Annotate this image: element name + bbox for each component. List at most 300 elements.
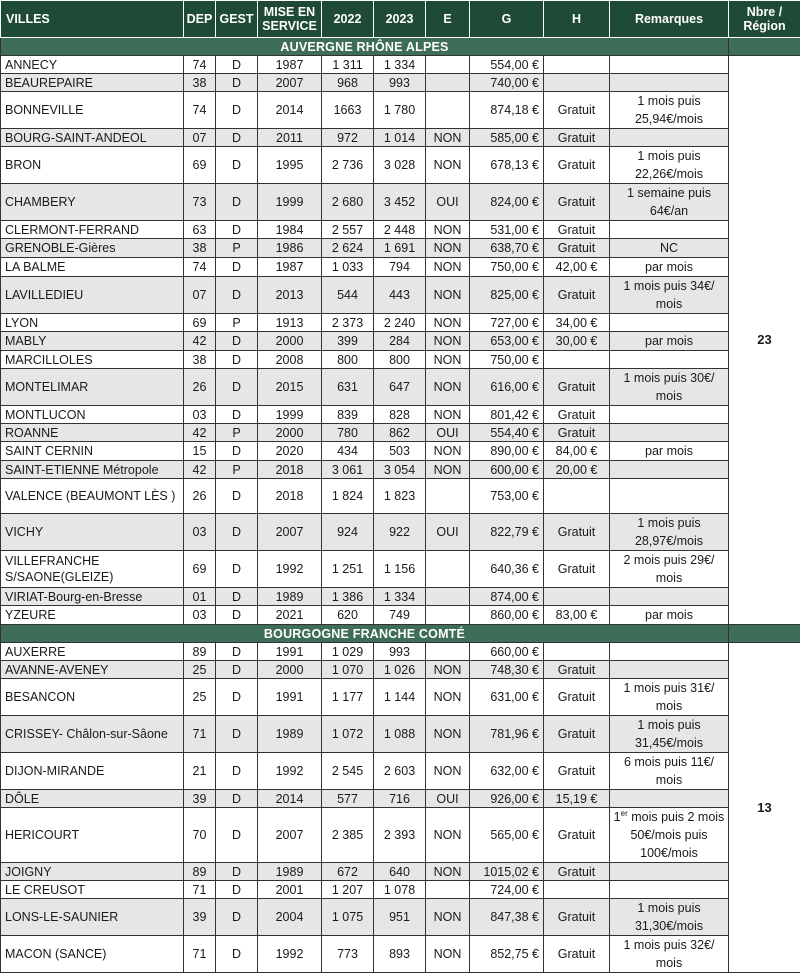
- cell-remarques: 1 mois puis 22,26€/mois: [610, 147, 729, 184]
- cell-2023: 3 452: [374, 184, 426, 221]
- cell-2023: 1 078: [374, 881, 426, 899]
- cell-g: 748,30 €: [470, 661, 544, 679]
- cell-h: Gratuit: [544, 92, 610, 129]
- header-nbre: Nbre / Région: [729, 1, 800, 38]
- cell-h: 83,00 €: [544, 606, 610, 625]
- cell-gest: D: [216, 92, 258, 129]
- cell-dep: 25: [184, 661, 216, 679]
- cell-h: 34,00 €: [544, 314, 610, 332]
- cell-g: 554,00 €: [470, 56, 544, 74]
- cell-2022: 399: [322, 332, 374, 351]
- cell-gest: D: [216, 56, 258, 74]
- cell-h: [544, 643, 610, 661]
- cell-mise: 2007: [258, 514, 322, 551]
- cell-g: 724,00 €: [470, 881, 544, 899]
- table-row: [1, 514, 800, 551]
- cell-e: NON: [426, 808, 470, 863]
- cell-gest: D: [216, 790, 258, 808]
- cell-ville: ANNECY: [1, 56, 184, 74]
- cell-g: 600,00 €: [470, 461, 544, 479]
- cell-remarques: 2 mois puis 29€/ mois: [610, 551, 729, 588]
- cell-gest: D: [216, 863, 258, 881]
- cell-gest: D: [216, 606, 258, 625]
- table-row: [1, 716, 800, 753]
- cell-e: NON: [426, 461, 470, 479]
- cell-gest: D: [216, 514, 258, 551]
- cell-2022: 2 545: [322, 753, 374, 790]
- cell-gest: D: [216, 442, 258, 461]
- cell-2022: 1 386: [322, 588, 374, 606]
- cell-h: Gratuit: [544, 808, 610, 863]
- cell-dep: 69: [184, 551, 216, 588]
- cell-dep: 74: [184, 258, 216, 277]
- cell-ville: BONNEVILLE: [1, 92, 184, 129]
- cell-h: Gratuit: [544, 424, 610, 442]
- cell-ville: GRENOBLE-Gières: [1, 239, 184, 258]
- section-header: [1, 38, 800, 56]
- cell-gest: D: [216, 753, 258, 790]
- cell-2022: 1 311: [322, 56, 374, 74]
- cell-e: [426, 643, 470, 661]
- cell-2023: 893: [374, 936, 426, 973]
- cell-2022: 968: [322, 74, 374, 92]
- cell-2022: 1 824: [322, 479, 374, 514]
- cell-2023: 443: [374, 277, 426, 314]
- cell-e: NON: [426, 277, 470, 314]
- cell-2023: 1 780: [374, 92, 426, 129]
- cell-dep: 69: [184, 314, 216, 332]
- cell-g: 585,00 €: [470, 129, 544, 147]
- cell-mise: 1991: [258, 679, 322, 716]
- cell-g: 678,13 €: [470, 147, 544, 184]
- cell-e: [426, 74, 470, 92]
- cell-ville: BEAUREPAIRE: [1, 74, 184, 92]
- cell-h: Gratuit: [544, 277, 610, 314]
- cell-mise: 1995: [258, 147, 322, 184]
- cell-gest: D: [216, 881, 258, 899]
- table-row: [1, 332, 800, 351]
- cell-gest: D: [216, 661, 258, 679]
- cell-remarques: [610, 479, 729, 514]
- cell-h: Gratuit: [544, 221, 610, 239]
- cell-mise: 2001: [258, 881, 322, 899]
- cell-2023: 862: [374, 424, 426, 442]
- cell-dep: 42: [184, 461, 216, 479]
- cell-2022: 1 072: [322, 716, 374, 753]
- cell-dep: 07: [184, 277, 216, 314]
- cell-dep: 26: [184, 479, 216, 514]
- cell-ville: YZEURE: [1, 606, 184, 625]
- cell-remarques: NC: [610, 239, 729, 258]
- cell-gest: D: [216, 369, 258, 406]
- table-row: [1, 56, 800, 74]
- table-row: [1, 790, 800, 808]
- cell-2023: 3 028: [374, 147, 426, 184]
- cell-ville: LONS-LE-SAUNIER: [1, 899, 184, 936]
- cell-e: NON: [426, 899, 470, 936]
- cell-h: Gratuit: [544, 936, 610, 973]
- cell-2022: 924: [322, 514, 374, 551]
- cell-ville: BESANCON: [1, 679, 184, 716]
- cell-dep: 69: [184, 147, 216, 184]
- cell-mise: 1987: [258, 258, 322, 277]
- cell-2023: 794: [374, 258, 426, 277]
- cell-e: OUI: [426, 790, 470, 808]
- cell-remarques: 1 mois puis 30€/ mois: [610, 369, 729, 406]
- cell-g: 727,00 €: [470, 314, 544, 332]
- cell-h: Gratuit: [544, 406, 610, 424]
- cell-g: 750,00 €: [470, 351, 544, 369]
- cell-mise: 2000: [258, 332, 322, 351]
- cell-dep: 38: [184, 351, 216, 369]
- cell-h: Gratuit: [544, 514, 610, 551]
- header-g: G: [470, 1, 544, 38]
- cell-2022: 972: [322, 129, 374, 147]
- cell-g: 565,00 €: [470, 808, 544, 863]
- cell-dep: 39: [184, 899, 216, 936]
- cell-mise: 2011: [258, 129, 322, 147]
- cell-h: [544, 351, 610, 369]
- cell-h: Gratuit: [544, 239, 610, 258]
- cell-2023: 951: [374, 899, 426, 936]
- cell-2022: 773: [322, 936, 374, 973]
- cell-ville: MACON (SANCE): [1, 936, 184, 973]
- cell-gest: D: [216, 643, 258, 661]
- table-row: [1, 551, 800, 588]
- table-row: [1, 277, 800, 314]
- cell-gest: P: [216, 461, 258, 479]
- header-mise: MISE EN SERVICE: [258, 1, 322, 38]
- cell-h: [544, 479, 610, 514]
- cell-2022: 1 029: [322, 643, 374, 661]
- cell-2023: 2 603: [374, 753, 426, 790]
- cell-2023: 922: [374, 514, 426, 551]
- cell-ville: SAINT CERNIN: [1, 442, 184, 461]
- table-row: [1, 479, 800, 514]
- cell-dep: 38: [184, 74, 216, 92]
- cell-2022: 1 207: [322, 881, 374, 899]
- cell-g: 852,75 €: [470, 936, 544, 973]
- header-dep: DEP: [184, 1, 216, 38]
- cell-gest: D: [216, 221, 258, 239]
- cell-gest: P: [216, 239, 258, 258]
- cell-remarques: 1 mois puis 31,30€/mois: [610, 899, 729, 936]
- cell-dep: 15: [184, 442, 216, 461]
- cell-remarques-rich: [610, 808, 729, 863]
- table-row: [1, 753, 800, 790]
- cell-mise: 1989: [258, 716, 322, 753]
- cell-e: [426, 588, 470, 606]
- cell-h: [544, 56, 610, 74]
- cell-remarques: 1 mois puis 31€/ mois: [610, 679, 729, 716]
- cell-h: Gratuit: [544, 369, 610, 406]
- cell-ville: HERICOURT: [1, 808, 184, 863]
- cell-2023: 993: [374, 643, 426, 661]
- cell-remarques: 1 mois puis 34€/ mois: [610, 277, 729, 314]
- cell-ville: CRISSEY- Châlon-sur-Sâone: [1, 716, 184, 753]
- cell-g: 822,79 €: [470, 514, 544, 551]
- section-header: [1, 625, 800, 643]
- cell-h: Gratuit: [544, 551, 610, 588]
- cell-dep: 74: [184, 56, 216, 74]
- cell-ville: MARCILLOLES: [1, 351, 184, 369]
- header-2023: 2023: [374, 1, 426, 38]
- cell-g: 801,42 €: [470, 406, 544, 424]
- cell-g: 740,00 €: [470, 74, 544, 92]
- cell-h: 30,00 €: [544, 332, 610, 351]
- cell-ville: VALENCE (BEAUMONT LÈS ): [1, 479, 184, 514]
- cell-2022: 631: [322, 369, 374, 406]
- table-row: [1, 881, 800, 899]
- cell-mise: 2021: [258, 606, 322, 625]
- cell-gest: D: [216, 258, 258, 277]
- cell-dep: 73: [184, 184, 216, 221]
- cell-g: 825,00 €: [470, 277, 544, 314]
- cell-gest: P: [216, 424, 258, 442]
- cell-2023: 1 691: [374, 239, 426, 258]
- cell-mise: 2007: [258, 74, 322, 92]
- cell-e: NON: [426, 239, 470, 258]
- cell-e: NON: [426, 442, 470, 461]
- cell-mise: 1989: [258, 863, 322, 881]
- cell-mise: 1989: [258, 588, 322, 606]
- cell-g: 753,00 €: [470, 479, 544, 514]
- cell-ville: VICHY: [1, 514, 184, 551]
- section-title: BOURGOGNE FRANCHE COMTÉ: [1, 625, 729, 643]
- cell-e: [426, 56, 470, 74]
- cell-gest: D: [216, 147, 258, 184]
- cell-g: 750,00 €: [470, 258, 544, 277]
- cell-h: 20,00 €: [544, 461, 610, 479]
- cell-dep: 21: [184, 753, 216, 790]
- cell-gest: D: [216, 351, 258, 369]
- cell-h: Gratuit: [544, 661, 610, 679]
- remarque-text: 1er mois puis 2 mois 50€/mois puis 100€/mois: [614, 810, 725, 860]
- cell-dep: 63: [184, 221, 216, 239]
- cell-mise: 2007: [258, 808, 322, 863]
- cell-2023: 828: [374, 406, 426, 424]
- cell-g: 554,40 €: [470, 424, 544, 442]
- cell-ville: MONTLUCON: [1, 406, 184, 424]
- table-row: [1, 369, 800, 406]
- cell-e: [426, 606, 470, 625]
- cell-e: NON: [426, 679, 470, 716]
- table-row: [1, 221, 800, 239]
- cell-g: 860,00 €: [470, 606, 544, 625]
- cell-dep: 03: [184, 606, 216, 625]
- cell-e: NON: [426, 406, 470, 424]
- cell-remarques: 1 mois puis 31,45€/mois: [610, 716, 729, 753]
- table-row: [1, 679, 800, 716]
- cell-g: 847,38 €: [470, 899, 544, 936]
- cell-mise: 1913: [258, 314, 322, 332]
- cell-mise: 2018: [258, 479, 322, 514]
- cell-ville: VILLEFRANCHE S/SAONE(GLEIZE): [1, 551, 184, 588]
- table-body: [1, 38, 800, 973]
- cell-remarques: [610, 790, 729, 808]
- cell-dep: 89: [184, 863, 216, 881]
- cell-remarques: [610, 221, 729, 239]
- header-remarques: Remarques: [610, 1, 729, 38]
- cell-remarques: [610, 863, 729, 881]
- cell-e: NON: [426, 753, 470, 790]
- table-row: [1, 808, 800, 863]
- cell-2023: 1 334: [374, 56, 426, 74]
- cell-ville: LE CREUSOT: [1, 881, 184, 899]
- cell-mise: 2018: [258, 461, 322, 479]
- cell-remarques: 1 mois puis 32€/ mois: [610, 936, 729, 973]
- region-count: 23: [729, 56, 800, 625]
- cell-dep: 42: [184, 424, 216, 442]
- cell-mise: 2000: [258, 661, 322, 679]
- cell-gest: D: [216, 184, 258, 221]
- cell-dep: 70: [184, 808, 216, 863]
- cell-2022: 577: [322, 790, 374, 808]
- table-row: [1, 406, 800, 424]
- cell-g: 781,96 €: [470, 716, 544, 753]
- cell-ville: LYON: [1, 314, 184, 332]
- cell-h: 15,19 €: [544, 790, 610, 808]
- cell-remarques: [610, 314, 729, 332]
- cell-2022: 2 736: [322, 147, 374, 184]
- cell-g: 890,00 €: [470, 442, 544, 461]
- cell-2022: 434: [322, 442, 374, 461]
- cell-2022: 620: [322, 606, 374, 625]
- table-row: [1, 147, 800, 184]
- cell-remarques: 1 mois puis 25,94€/mois: [610, 92, 729, 129]
- cell-ville: MONTELIMAR: [1, 369, 184, 406]
- cell-h: Gratuit: [544, 716, 610, 753]
- cell-gest: D: [216, 679, 258, 716]
- cell-2023: 1 014: [374, 129, 426, 147]
- cell-h: 84,00 €: [544, 442, 610, 461]
- cell-g: 531,00 €: [470, 221, 544, 239]
- cell-e: NON: [426, 147, 470, 184]
- cell-2023: 716: [374, 790, 426, 808]
- table-row: [1, 314, 800, 332]
- cell-2023: 1 144: [374, 679, 426, 716]
- section-count-spacer: [729, 625, 800, 643]
- cell-g: 874,18 €: [470, 92, 544, 129]
- cell-2022: 2 557: [322, 221, 374, 239]
- table-row: [1, 461, 800, 479]
- cell-gest: D: [216, 74, 258, 92]
- cell-remarques: [610, 588, 729, 606]
- cell-gest: D: [216, 716, 258, 753]
- cell-dep: 71: [184, 716, 216, 753]
- cell-2022: 2 680: [322, 184, 374, 221]
- cell-dep: 03: [184, 406, 216, 424]
- cell-2023: 993: [374, 74, 426, 92]
- cell-gest: D: [216, 588, 258, 606]
- cell-remarques: [610, 881, 729, 899]
- table-row: [1, 424, 800, 442]
- cell-2022: 2 624: [322, 239, 374, 258]
- cell-mise: 1992: [258, 753, 322, 790]
- cell-2023: 749: [374, 606, 426, 625]
- cell-gest: D: [216, 479, 258, 514]
- cell-gest: D: [216, 406, 258, 424]
- cell-dep: 01: [184, 588, 216, 606]
- table-row: [1, 643, 800, 661]
- cell-e: OUI: [426, 424, 470, 442]
- cell-remarques: 1 mois puis 28,97€/mois: [610, 514, 729, 551]
- cell-2023: 1 156: [374, 551, 426, 588]
- cell-ville: AVANNE-AVENEY: [1, 661, 184, 679]
- table-row: [1, 661, 800, 679]
- cell-dep: 25: [184, 679, 216, 716]
- cell-mise: 1999: [258, 184, 322, 221]
- cell-gest: D: [216, 808, 258, 863]
- table-row: [1, 351, 800, 369]
- cell-mise: 1987: [258, 56, 322, 74]
- cell-mise: 2008: [258, 351, 322, 369]
- cell-mise: 1984: [258, 221, 322, 239]
- cell-g: 616,00 €: [470, 369, 544, 406]
- cell-ville: BOURG-SAINT-ANDEOL: [1, 129, 184, 147]
- cell-e: OUI: [426, 514, 470, 551]
- cell-g: 653,00 €: [470, 332, 544, 351]
- cell-dep: 07: [184, 129, 216, 147]
- cell-h: [544, 74, 610, 92]
- cell-remarques: par mois: [610, 442, 729, 461]
- cell-mise: 2014: [258, 92, 322, 129]
- cell-2022: 2 385: [322, 808, 374, 863]
- cell-e: NON: [426, 661, 470, 679]
- cell-2022: 672: [322, 863, 374, 881]
- cell-remarques: 6 mois puis 11€/ mois: [610, 753, 729, 790]
- region-count: 13: [729, 643, 800, 973]
- cell-ville: JOIGNY: [1, 863, 184, 881]
- cell-e: NON: [426, 936, 470, 973]
- cell-remarques: par mois: [610, 332, 729, 351]
- cell-ville: AUXERRE: [1, 643, 184, 661]
- cell-dep: 74: [184, 92, 216, 129]
- cell-remarques: [610, 74, 729, 92]
- cell-dep: 26: [184, 369, 216, 406]
- header-row: [1, 1, 800, 38]
- header-villes: VILLES: [1, 1, 184, 38]
- cell-ville: LA BALME: [1, 258, 184, 277]
- cell-g: 1015,02 €: [470, 863, 544, 881]
- cell-e: [426, 881, 470, 899]
- cell-remarques: [610, 351, 729, 369]
- cell-2022: 839: [322, 406, 374, 424]
- cell-h: Gratuit: [544, 679, 610, 716]
- cell-mise: 1999: [258, 406, 322, 424]
- cell-ville: DÔLE: [1, 790, 184, 808]
- cell-e: NON: [426, 221, 470, 239]
- cell-remarques: [610, 661, 729, 679]
- cell-dep: 39: [184, 790, 216, 808]
- cell-remarques: [610, 424, 729, 442]
- cell-dep: 71: [184, 936, 216, 973]
- table-row: [1, 442, 800, 461]
- cell-h: [544, 588, 610, 606]
- cell-mise: 1986: [258, 239, 322, 258]
- cell-2023: 1 334: [374, 588, 426, 606]
- table-row: [1, 936, 800, 973]
- cell-dep: 89: [184, 643, 216, 661]
- cell-e: NON: [426, 332, 470, 351]
- cell-mise: 1991: [258, 643, 322, 661]
- cell-remarques: [610, 406, 729, 424]
- table-row: [1, 129, 800, 147]
- cell-ville: CHAMBERY: [1, 184, 184, 221]
- cell-g: 660,00 €: [470, 643, 544, 661]
- table-row: [1, 74, 800, 92]
- header-h: H: [544, 1, 610, 38]
